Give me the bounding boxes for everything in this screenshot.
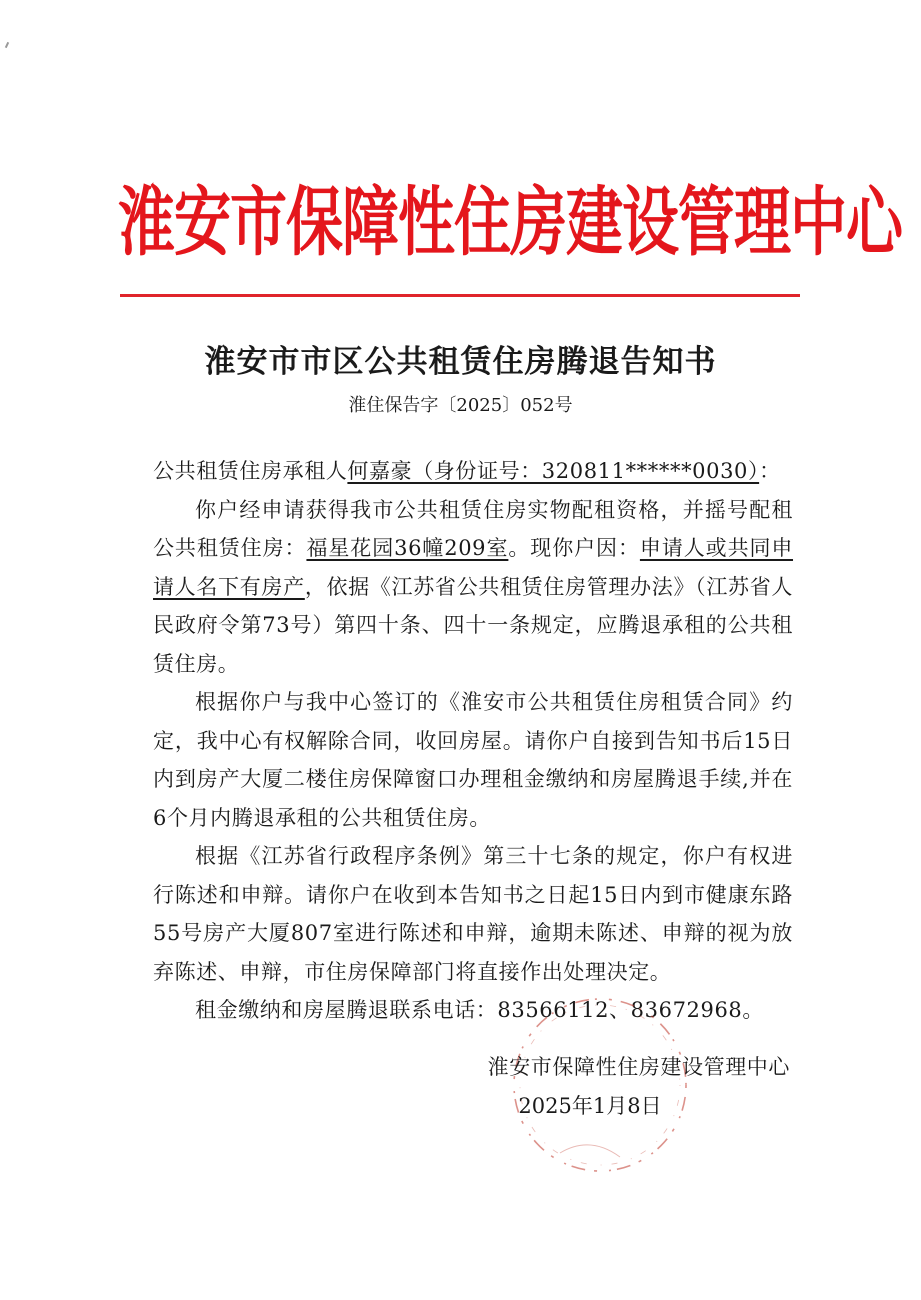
paragraph-2: 根据你户与我中心签订的《淮安市公共租赁住房租赁合同》约定，我中心有权解除合同，收回房屋。请你户自接到告知书后15日内到房产大厦二楼住房保障窗口办理租金缴纳和房屋腾退手续,并在6个月内腾退承租的公共租赁住房。 [153,690,793,830]
paragraph-1 [153,491,793,684]
vacate-reason: 申请人或共同申请人名下有房产 [153,536,794,599]
scan-speck [5,42,9,48]
document-title: 淮安市市区公共租赁住房腾退告知书 [204,344,717,380]
document-number: 淮住保告字〔2025〕052号 [348,395,573,416]
notice-body [153,452,793,1030]
paragraph-1-b: 。现你户因： [508,536,640,560]
letterhead-red-rule [120,294,800,297]
salutation-prefix: 公共租赁住房承租人 [153,459,348,483]
signature-organization: 淮安市保障性住房建设管理中心 [487,1055,790,1079]
salutation [153,452,793,491]
letterhead-title: 淮安市保障性住房建设管理中心 [118,179,902,267]
paragraph-1-c: ，依据《江苏省公共租赁住房管理办法》（江苏省人民政府令第73号）第四十条、四十一条规定，应腾退承租的公共租赁住房。 [153,574,793,676]
paragraph-1-a: 你户经申请获得我市公共租赁住房实物配租资格，并摇号配租公共租赁住房： [153,497,793,560]
tenant-name: 何嘉豪（身份证号：320811******0030） [347,459,760,483]
signature-date: 2025年1月8日 [518,1094,662,1118]
paragraph-3: 根据《江苏省行政程序条例》第三十七条的规定，你户有权进行陈述和申辩。请你户在收到本告知书之日起15日内到市健康东路55号房产大厦807室进行陈述和申辩，逾期未陈述、申辩的视为放弃陈述、申辩，市住房保障部门将直接作出处理决定。 [153,844,793,984]
paragraph-4: 租金缴纳和房屋腾退联系电话：83566112、83672968。 [195,998,764,1022]
housing-address: 福星花园36幢209室 [306,536,509,560]
salutation-suffix: ： [759,459,781,483]
